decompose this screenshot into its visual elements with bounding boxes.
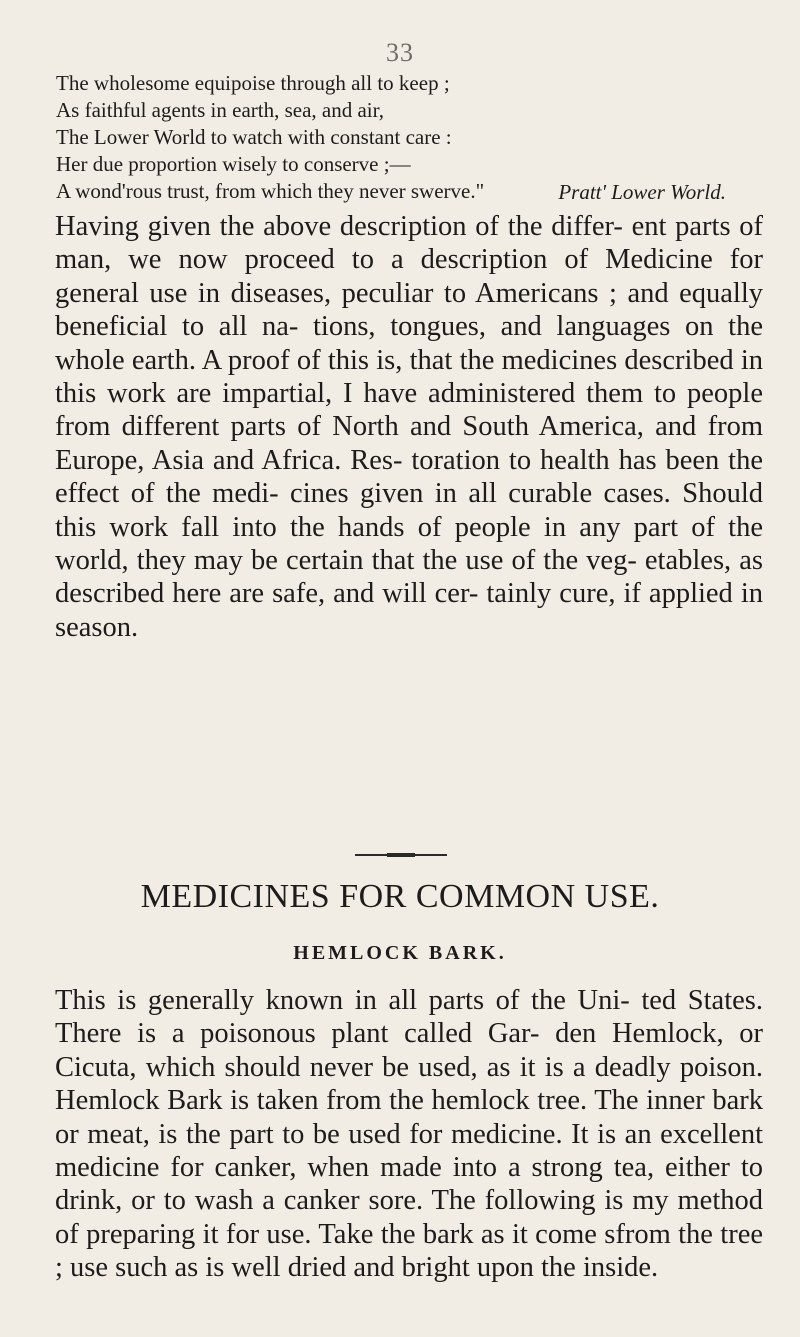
hemlock-paragraph: This is generally known in all parts of the Uni- ted States. There is a poisonous plant called Gar- den Hemlock, or Cicuta, which should never be used, as it is a deadly poison. Hemlock Bark is taken from the hemlock tree. The inner bark or meat, is the part to be used for medicine. It is an excellent medicine for canker, when made into a strong tea, either to drink, or to wash a canker sore. The following is my method of preparing it for use. Take the bark as it come sfrom the tree ; use such as is well dried and bright upon the inside.: [55, 985, 763, 1284]
subheading-hemlock-bark: HEMLOCK BARK.: [293, 942, 507, 964]
verse-line: Her due proportion wisely to conserve ;—: [56, 152, 411, 176]
verse-line: As faithful agents in earth, sea, and air,: [56, 98, 385, 122]
page-number: 33: [386, 38, 414, 67]
section-divider: [355, 854, 447, 856]
intro-paragraph: Having given the above description of the differ- ent parts of man, we now proceed to a description of Medicine for general use in diseases, peculiar to Americans ; and equally beneficial to all na- tions, tongues, and languages on the whole earth. A proof of this is, that the medicines described in this work are impartial, I have administered them to people from different parts of North and South America, and from Europe, Asia and Africa. Res- toration to health has been the effect of the medi- cines given in all curable cases. Should this work fall into the hands of people in any part of the world, they may be certain that the use of the veg- etables, as described here are safe, and will cer- tainly cure, if applied in season.: [55, 211, 763, 643]
section-title: MEDICINES FOR COMMON USE.: [140, 878, 660, 915]
verse-line: The wholesome equipoise through all to keep ;: [56, 71, 450, 95]
verse-line: The Lower World to watch with constant care :: [56, 125, 452, 149]
verse-attribution: Pratt' Lower World.: [558, 180, 726, 204]
verse-line: A wond'rous trust, from which they never swerve.": [56, 179, 485, 203]
